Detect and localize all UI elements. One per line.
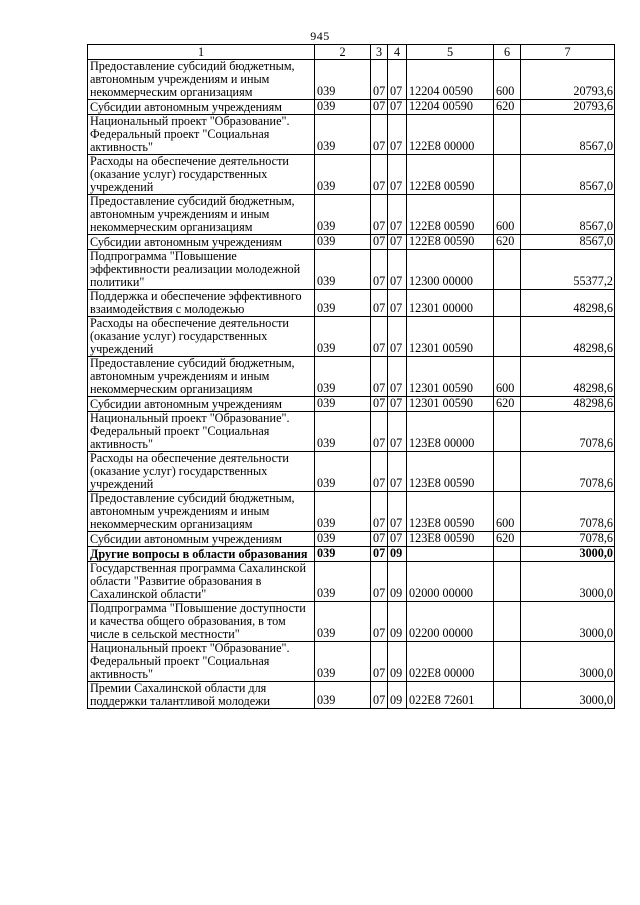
row-expense-type bbox=[494, 602, 521, 642]
row-admin-code: 039 bbox=[315, 290, 371, 317]
row-section-code: 07 bbox=[371, 100, 388, 115]
row-subsection-code: 07 bbox=[388, 250, 407, 290]
row-target-article: 122E8 00590 bbox=[407, 155, 494, 195]
header-row bbox=[88, 45, 615, 60]
row-expense-type: 600 bbox=[494, 492, 521, 532]
row-target-article: 12301 00590 bbox=[407, 317, 494, 357]
row-amount: 3000,0 bbox=[521, 602, 615, 642]
row-name: Подпрограмма "Повышение доступности и качества общего образования, в том числе в сельской местности" bbox=[88, 602, 315, 642]
row-expense-type: 620 bbox=[494, 532, 521, 547]
budget-table bbox=[87, 44, 615, 709]
table-row bbox=[88, 412, 615, 452]
row-amount: 7078,6 bbox=[521, 492, 615, 532]
row-target-article: 122E8 00590 bbox=[407, 195, 494, 235]
column-header: 6 bbox=[494, 45, 521, 60]
table-row bbox=[88, 452, 615, 492]
row-section-code: 07 bbox=[371, 547, 388, 562]
row-section-code: 07 bbox=[371, 602, 388, 642]
row-target-article bbox=[407, 547, 494, 562]
row-name: Субсидии автономным учреждениям bbox=[88, 397, 315, 412]
row-section-code: 07 bbox=[371, 492, 388, 532]
column-header: 1 bbox=[88, 45, 315, 60]
row-expense-type bbox=[494, 682, 521, 709]
table-row bbox=[88, 602, 615, 642]
row-admin-code: 039 bbox=[315, 317, 371, 357]
row-admin-code: 039 bbox=[315, 60, 371, 100]
row-admin-code: 039 bbox=[315, 602, 371, 642]
row-section-code: 07 bbox=[371, 682, 388, 709]
row-expense-type bbox=[494, 642, 521, 682]
row-expense-type bbox=[494, 290, 521, 317]
row-subsection-code: 09 bbox=[388, 682, 407, 709]
table-row bbox=[88, 357, 615, 397]
table-row bbox=[88, 562, 615, 602]
row-subsection-code: 07 bbox=[388, 397, 407, 412]
row-name: Предоставление субсидий бюджетным, автономным учреждениям и иным некоммерческим организациям bbox=[88, 357, 315, 397]
row-admin-code: 039 bbox=[315, 492, 371, 532]
row-section-code: 07 bbox=[371, 357, 388, 397]
row-name: Другие вопросы в области образования bbox=[88, 547, 315, 562]
table-row bbox=[88, 682, 615, 709]
row-target-article: 12301 00590 bbox=[407, 357, 494, 397]
row-name: Субсидии автономным учреждениям bbox=[88, 100, 315, 115]
table-row bbox=[88, 317, 615, 357]
table-row bbox=[88, 60, 615, 100]
row-amount: 8567,0 bbox=[521, 115, 615, 155]
row-subsection-code: 07 bbox=[388, 100, 407, 115]
row-expense-type bbox=[494, 562, 521, 602]
row-amount: 48298,6 bbox=[521, 317, 615, 357]
row-name: Расходы на обеспечение деятельности (оказание услуг) государственных учреждений bbox=[88, 317, 315, 357]
row-admin-code: 039 bbox=[315, 452, 371, 492]
row-subsection-code: 07 bbox=[388, 235, 407, 250]
row-name: Премии Сахалинской области для поддержки талантливой молодежи bbox=[88, 682, 315, 709]
row-section-code: 07 bbox=[371, 642, 388, 682]
row-name: Субсидии автономным учреждениям bbox=[88, 235, 315, 250]
row-amount: 7078,6 bbox=[521, 412, 615, 452]
row-admin-code: 039 bbox=[315, 155, 371, 195]
row-name: Подпрограмма "Повышение эффективности реализации молодежной политики" bbox=[88, 250, 315, 290]
row-section-code: 07 bbox=[371, 317, 388, 357]
row-section-code: 07 bbox=[371, 290, 388, 317]
table-row bbox=[88, 492, 615, 532]
row-amount: 3000,0 bbox=[521, 562, 615, 602]
row-section-code: 07 bbox=[371, 250, 388, 290]
row-subsection-code: 07 bbox=[388, 195, 407, 235]
table-row bbox=[88, 397, 615, 412]
row-subsection-code: 09 bbox=[388, 562, 407, 602]
row-target-article: 022E8 00000 bbox=[407, 642, 494, 682]
row-amount: 55377,2 bbox=[521, 250, 615, 290]
table-row bbox=[88, 235, 615, 250]
row-subsection-code: 07 bbox=[388, 155, 407, 195]
page-number: 945 bbox=[310, 29, 330, 43]
row-name: Национальный проект "Образование". Федеральный проект "Социальная активность" bbox=[88, 412, 315, 452]
row-target-article: 123E8 00590 bbox=[407, 532, 494, 547]
row-section-code: 07 bbox=[371, 60, 388, 100]
row-admin-code: 039 bbox=[315, 357, 371, 397]
row-amount: 3000,0 bbox=[521, 682, 615, 709]
row-expense-type bbox=[494, 250, 521, 290]
row-expense-type: 620 bbox=[494, 100, 521, 115]
row-admin-code: 039 bbox=[315, 547, 371, 562]
row-admin-code: 039 bbox=[315, 115, 371, 155]
column-header: 3 bbox=[371, 45, 388, 60]
row-expense-type bbox=[494, 412, 521, 452]
table-row bbox=[88, 100, 615, 115]
table-row bbox=[88, 115, 615, 155]
row-target-article: 022E8 72601 bbox=[407, 682, 494, 709]
row-amount: 3000,0 bbox=[521, 547, 615, 562]
row-expense-type: 600 bbox=[494, 195, 521, 235]
column-header: 5 bbox=[407, 45, 494, 60]
row-section-code: 07 bbox=[371, 397, 388, 412]
row-target-article: 123E8 00590 bbox=[407, 492, 494, 532]
row-name: Национальный проект "Образование". Федеральный проект "Социальная активность" bbox=[88, 642, 315, 682]
row-target-article: 123E8 00590 bbox=[407, 452, 494, 492]
row-section-code: 07 bbox=[371, 562, 388, 602]
table-row bbox=[88, 250, 615, 290]
row-name: Поддержка и обеспечение эффективного взаимодействия с молодежью bbox=[88, 290, 315, 317]
row-amount: 7078,6 bbox=[521, 452, 615, 492]
table-row bbox=[88, 642, 615, 682]
row-name: Расходы на обеспечение деятельности (оказание услуг) государственных учреждений bbox=[88, 155, 315, 195]
row-admin-code: 039 bbox=[315, 412, 371, 452]
row-admin-code: 039 bbox=[315, 195, 371, 235]
row-expense-type bbox=[494, 547, 521, 562]
row-target-article: 12301 00000 bbox=[407, 290, 494, 317]
row-subsection-code: 07 bbox=[388, 60, 407, 100]
row-admin-code: 039 bbox=[315, 250, 371, 290]
row-expense-type bbox=[494, 452, 521, 492]
row-subsection-code: 07 bbox=[388, 317, 407, 357]
row-expense-type: 600 bbox=[494, 357, 521, 397]
table-row bbox=[88, 290, 615, 317]
row-amount: 7078,6 bbox=[521, 532, 615, 547]
column-header: 4 bbox=[388, 45, 407, 60]
row-admin-code: 039 bbox=[315, 682, 371, 709]
row-name: Расходы на обеспечение деятельности (оказание услуг) государственных учреждений bbox=[88, 452, 315, 492]
row-name: Предоставление субсидий бюджетным, автономным учреждениям и иным некоммерческим организациям bbox=[88, 492, 315, 532]
row-name: Национальный проект "Образование". Федеральный проект "Социальная активность" bbox=[88, 115, 315, 155]
row-admin-code: 039 bbox=[315, 532, 371, 547]
row-target-article: 12300 00000 bbox=[407, 250, 494, 290]
row-subsection-code: 07 bbox=[388, 115, 407, 155]
table-row bbox=[88, 155, 615, 195]
row-amount: 48298,6 bbox=[521, 397, 615, 412]
row-expense-type bbox=[494, 155, 521, 195]
row-amount: 8567,0 bbox=[521, 155, 615, 195]
row-section-code: 07 bbox=[371, 412, 388, 452]
row-admin-code: 039 bbox=[315, 562, 371, 602]
row-subsection-code: 07 bbox=[388, 412, 407, 452]
row-target-article: 12204 00590 bbox=[407, 60, 494, 100]
table-body bbox=[88, 45, 615, 709]
row-amount: 8567,0 bbox=[521, 235, 615, 250]
row-subsection-code: 07 bbox=[388, 452, 407, 492]
row-target-article: 02000 00000 bbox=[407, 562, 494, 602]
row-target-article: 122E8 00590 bbox=[407, 235, 494, 250]
row-amount: 48298,6 bbox=[521, 290, 615, 317]
table-row bbox=[88, 547, 615, 562]
row-subsection-code: 09 bbox=[388, 602, 407, 642]
row-amount: 8567,0 bbox=[521, 195, 615, 235]
row-name: Предоставление субсидий бюджетным, автономным учреждениям и иным некоммерческим организациям bbox=[88, 60, 315, 100]
row-amount: 20793,6 bbox=[521, 60, 615, 100]
row-section-code: 07 bbox=[371, 155, 388, 195]
row-name: Субсидии автономным учреждениям bbox=[88, 532, 315, 547]
row-target-article: 123E8 00000 bbox=[407, 412, 494, 452]
column-header: 7 bbox=[521, 45, 615, 60]
row-subsection-code: 09 bbox=[388, 547, 407, 562]
row-target-article: 12301 00590 bbox=[407, 397, 494, 412]
row-amount: 3000,0 bbox=[521, 642, 615, 682]
row-target-article: 122E8 00000 bbox=[407, 115, 494, 155]
row-subsection-code: 07 bbox=[388, 492, 407, 532]
row-amount: 48298,6 bbox=[521, 357, 615, 397]
row-name: Предоставление субсидий бюджетным, автономным учреждениям и иным некоммерческим организациям bbox=[88, 195, 315, 235]
row-expense-type: 620 bbox=[494, 235, 521, 250]
row-admin-code: 039 bbox=[315, 642, 371, 682]
row-section-code: 07 bbox=[371, 532, 388, 547]
column-header: 2 bbox=[315, 45, 371, 60]
row-admin-code: 039 bbox=[315, 397, 371, 412]
row-section-code: 07 bbox=[371, 115, 388, 155]
row-name: Государственная программа Сахалинской области "Развитие образования в Сахалинской области" bbox=[88, 562, 315, 602]
row-amount: 20793,6 bbox=[521, 100, 615, 115]
row-section-code: 07 bbox=[371, 195, 388, 235]
row-admin-code: 039 bbox=[315, 100, 371, 115]
row-subsection-code: 07 bbox=[388, 290, 407, 317]
row-target-article: 12204 00590 bbox=[407, 100, 494, 115]
row-subsection-code: 07 bbox=[388, 357, 407, 397]
row-admin-code: 039 bbox=[315, 235, 371, 250]
row-expense-type: 620 bbox=[494, 397, 521, 412]
row-target-article: 02200 00000 bbox=[407, 602, 494, 642]
row-subsection-code: 07 bbox=[388, 532, 407, 547]
table-row bbox=[88, 532, 615, 547]
row-expense-type bbox=[494, 115, 521, 155]
row-section-code: 07 bbox=[371, 452, 388, 492]
row-subsection-code: 09 bbox=[388, 642, 407, 682]
row-section-code: 07 bbox=[371, 235, 388, 250]
row-expense-type: 600 bbox=[494, 60, 521, 100]
table-row bbox=[88, 195, 615, 235]
row-expense-type bbox=[494, 317, 521, 357]
